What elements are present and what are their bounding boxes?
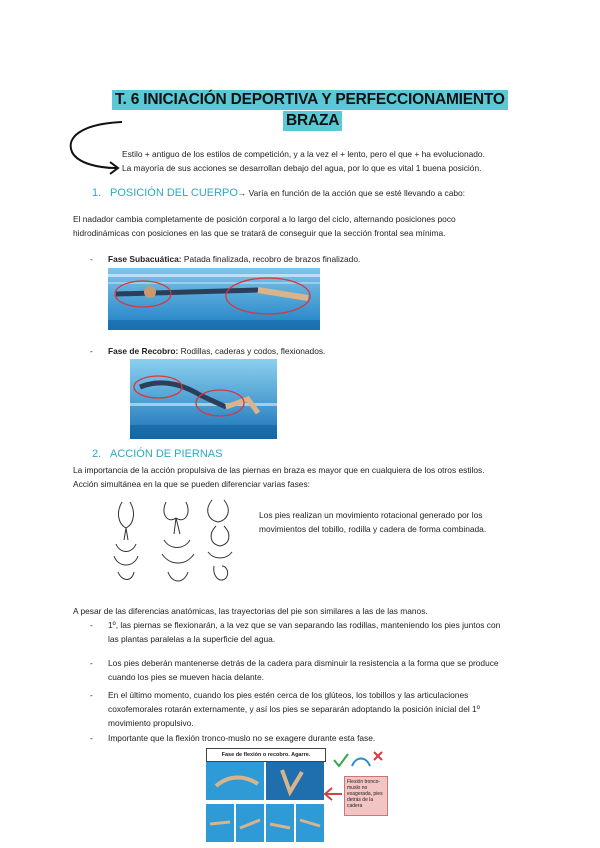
bullet-fase-recobro: - Fase de Recobro: Rodillas, caderas y codos, flexionados. — [90, 346, 326, 356]
section1-number: 1. — [92, 187, 102, 199]
page-subtitle — [283, 111, 342, 131]
title-line-2: BRAZA — [286, 112, 340, 129]
figure-photo-grid — [206, 762, 324, 842]
intro-line-1: Estilo + antiguo de los estilos de competición, y a la vez el + lento, pero el que + ha evolucionado. — [122, 149, 485, 159]
section2-para-line-1: La importancia de la acción propulsiva de las piernas en braza es mayor que en cualquiera de los otros estilos. — [73, 465, 485, 475]
list-item: - Los pies deberán mantenerse detrás de la cadera para disminuir la resistencia a la forma que se produce — [90, 658, 499, 668]
bullet2-text: Rodillas, caderas y codos, flexionados. — [178, 346, 326, 356]
bullet1-text: Patada finalizada, recobro de brazos finalizado. — [181, 254, 361, 264]
bullet2-label: Fase de Recobro: — [108, 346, 179, 356]
section2-title: ACCIÓN DE PIERNAS — [110, 448, 223, 460]
section1-arrow-text: → Varía en función de la acción que se esté llevando a cabo: — [237, 188, 466, 198]
section1-heading — [92, 187, 465, 199]
side-text-line-1: Los pies realizan un movimiento rotacional generado por los — [259, 510, 483, 520]
b3-line-1: En el último momento, cuando los pies estén cerca de los glúteos, los tobillos y las articulaciones — [108, 690, 469, 700]
check-icons — [330, 748, 386, 774]
anatomy-line: A pesar de las diferencias anatómicas, las trayectorias del pie son similares a las de las manos. — [73, 606, 428, 616]
section2-heading — [92, 448, 222, 460]
section1-para-line-2: hidrodinámicas con posiciones en las que se tratará de conseguir que la sección frontal sea mínima. — [73, 228, 446, 238]
section2-number: 2. — [92, 448, 102, 460]
section1-para-line-1: El nadador cambia completamente de posición corporal a lo largo del ciclo, alternando posiciones poco — [73, 214, 456, 224]
cross-icon — [374, 752, 382, 760]
left-arrow-icon — [322, 786, 344, 802]
page-title — [112, 90, 508, 110]
leg-action-diagram — [104, 494, 254, 590]
curved-arrow-icon — [60, 118, 130, 178]
b3-line-2: coxofemorales rotarán externamente, y así los pies se separarán adoptando la posición inicial del 1º — [108, 704, 480, 714]
figure-note: Flexión tronco-muslo no exagerada, pies detrás de la cadera — [344, 776, 388, 816]
intro-line-2: La mayoría de sus acciones se desarrollan debajo del agua, por lo que es vital 1 buena posición. — [122, 163, 482, 173]
list-item: - Importante que la flexión tronco-muslo no se exagere durante esta fase. — [90, 733, 376, 743]
b2-line-1: Los pies deberán mantenerse detrás de la cadera para disminuir la resistencia a la forma que se produce — [108, 658, 499, 668]
title-line-1: T. 6 INICIACIÓN DEPORTIVA Y PERFECCIONAMIENTO — [115, 91, 505, 108]
side-text-line-2: movimientos del tobillo, rodilla y cadera de forma combinada. — [259, 524, 487, 534]
b1-line-2: las plantas paralelas a la superficie del agua. — [108, 634, 276, 644]
b1-line-1: 1º, las piernas se flexionarán, a la vez que se van separando las rodillas, manteniendo los pies juntos con — [108, 620, 501, 630]
figure-flexion-recobro — [202, 748, 388, 842]
b2-line-2: cuando los pies se mueven hacia delante. — [108, 672, 264, 682]
photo-fase-recobro — [130, 359, 277, 439]
section2-para-line-2: Acción simultánea en la que se pueden diferenciar varias fases: — [73, 479, 310, 489]
bullet-fase-subacuatica: - Fase Subacuática: Patada finalizada, recobro de brazos finalizado. — [90, 254, 361, 264]
check-icon — [334, 754, 348, 766]
section1-title: POSICIÓN DEL CUERPO — [110, 187, 238, 199]
swimmer-icon — [352, 759, 370, 767]
b4-line-1: Importante que la flexión tronco-muslo no se exagere durante esta fase. — [108, 733, 376, 743]
figure-header: Fase de flexión o recobro. Agarre. — [206, 748, 326, 762]
list-item: - 1º, las piernas se flexionarán, a la vez que se van separando las rodillas, manteniendo los pies juntos con — [90, 620, 501, 630]
b3-line-3: movimiento propulsivo. — [108, 718, 194, 728]
list-item: - En el último momento, cuando los pies estén cerca de los glúteos, los tobillos y las articulaciones — [90, 690, 469, 700]
photo-fase-subacuatica — [108, 268, 320, 330]
bullet1-label: Fase Subacuática: — [108, 254, 182, 264]
